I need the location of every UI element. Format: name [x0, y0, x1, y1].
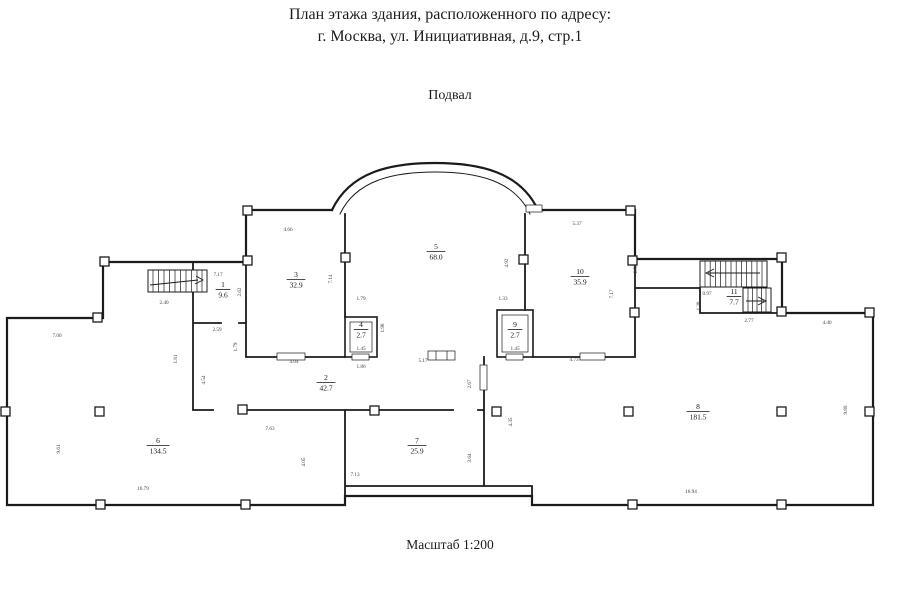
- room-label-text: 3: [294, 270, 298, 279]
- dimension-text: 9.80: [843, 405, 849, 415]
- outer-walls-layer: [7, 163, 873, 505]
- column: [628, 256, 637, 265]
- plan-title-line2: г. Москва, ул. Инициативная, д.9, стр.1: [317, 28, 583, 45]
- room8-entry-sill: [480, 365, 487, 390]
- arch-inner: [340, 172, 530, 214]
- room-label-text: 4: [359, 320, 363, 329]
- dimension-text: 5.37: [572, 221, 582, 227]
- dimension-text: 4.05: [301, 457, 307, 467]
- room-label-text: 2.7: [510, 330, 520, 340]
- dimension-text: 0.97: [702, 291, 712, 297]
- dimension-text: 7.13: [350, 472, 360, 478]
- column: [519, 255, 528, 264]
- dimension-text: 1.33: [498, 296, 508, 302]
- room10-door-sill: [580, 353, 605, 360]
- dimension-text: 4.73: [569, 357, 579, 363]
- column: [777, 500, 786, 509]
- room-label-text: 2: [324, 373, 328, 382]
- room-label-text: 7.7: [729, 297, 739, 307]
- room-label-7: [408, 436, 427, 456]
- room-label-5: [427, 242, 446, 262]
- column: [865, 308, 874, 317]
- room-label-text: 7: [415, 436, 419, 445]
- staircase-left-box: [148, 270, 207, 292]
- dimension-text: 16.79: [137, 486, 149, 492]
- dimension-text: 7.00: [52, 333, 62, 339]
- column: [1, 407, 10, 416]
- dimension-text: 7.63: [265, 426, 275, 432]
- staircase-right-lower: [743, 288, 771, 312]
- column: [624, 407, 633, 416]
- room-label-3: [287, 270, 306, 290]
- room-label-text: 6: [156, 436, 160, 445]
- column: [238, 405, 247, 414]
- room-label-text: 181.5: [689, 412, 707, 422]
- column: [100, 257, 109, 266]
- column: [341, 253, 350, 262]
- dimension-text: 4.66: [283, 227, 293, 233]
- room-label-8: [687, 402, 710, 422]
- room-label-text: 68.0: [429, 252, 443, 262]
- dimension-text: 7.17: [609, 289, 615, 299]
- room-label-10: [571, 267, 590, 287]
- room-label-9: [508, 320, 523, 340]
- room9-door-sill: [506, 354, 523, 360]
- column: [243, 256, 252, 265]
- dimension-text: 16.94: [685, 489, 697, 495]
- column: [626, 206, 635, 215]
- scale-label: Масштаб 1:200: [406, 537, 494, 552]
- stairs-layer: [148, 261, 771, 312]
- room-label-text: 25.9: [410, 446, 424, 456]
- column: [243, 206, 252, 215]
- dimension-text: 1.38: [696, 301, 702, 311]
- dimension-text: 4.92: [504, 258, 510, 268]
- column: [370, 406, 379, 415]
- room-label-text: 134.5: [149, 446, 167, 456]
- room5-door-sill: [428, 351, 455, 360]
- dimension-text: 2.40: [159, 300, 169, 306]
- staircase-right-upper: [700, 261, 767, 287]
- column: [777, 307, 786, 316]
- room-label-1: [216, 280, 231, 300]
- column: [628, 500, 637, 509]
- dimension-text: 2.67: [467, 379, 473, 389]
- room-label-2: [317, 373, 336, 393]
- staircase-left: [148, 270, 207, 292]
- column: [241, 500, 250, 509]
- column: [865, 407, 874, 416]
- plan-title-line1: План этажа здания, расположенного по адресу:: [288, 6, 612, 23]
- arch-outer: [332, 163, 538, 210]
- room-label-text: 1: [221, 280, 225, 289]
- column: [93, 313, 102, 322]
- column: [95, 407, 104, 416]
- room-label-text: 9.6: [218, 290, 228, 300]
- room-label-11: [727, 287, 742, 307]
- room-label-6: [147, 436, 170, 456]
- dimension-text: 4.35: [508, 417, 514, 427]
- dimension-text: 2.62: [237, 287, 243, 297]
- dimension-text: 1.79: [233, 342, 239, 352]
- floor-label: Подвал: [428, 88, 472, 103]
- room-label-text: 42.7: [319, 383, 333, 393]
- room-label-text: 5: [434, 242, 438, 251]
- room-label-text: 9: [513, 320, 517, 329]
- dimension-text: 2.77: [744, 318, 754, 324]
- dimension-text: 1.86: [356, 364, 366, 370]
- dimension-text: 1.81: [173, 354, 179, 364]
- room10-window-sill: [526, 205, 542, 212]
- dimension-text: 2.50: [633, 264, 639, 274]
- dimension-text: 2.59: [212, 327, 222, 333]
- dimension-text: 1.45: [510, 346, 520, 352]
- room-label-text: 10: [576, 267, 584, 276]
- dimension-text: 1.98: [380, 323, 386, 333]
- room-label-4: [354, 320, 369, 340]
- dimension-text: 7.14: [328, 274, 334, 284]
- column: [492, 407, 501, 416]
- dimension-text: 4.04: [289, 359, 299, 365]
- dimension-text: 3.64: [467, 453, 473, 463]
- column: [630, 308, 639, 317]
- dimension-text: 1.45: [356, 346, 366, 352]
- column: [777, 407, 786, 416]
- dimension-text: 9.61: [56, 444, 62, 454]
- room-label-text: 2.7: [356, 330, 366, 340]
- dimension-text: 1.79: [356, 296, 366, 302]
- dimension-text: 4.54: [201, 375, 207, 385]
- dimension-text: 5.17: [418, 358, 428, 364]
- dimension-text: 7.17: [213, 272, 223, 278]
- dimension-text: 4.40: [822, 320, 832, 326]
- column: [96, 500, 105, 509]
- sills-layer: [277, 205, 605, 390]
- room-label-text: 11: [730, 287, 738, 296]
- room-label-text: 32.9: [289, 280, 303, 290]
- room4-door-sill: [352, 354, 369, 360]
- room-label-text: 35.9: [573, 277, 587, 287]
- room-label-text: 8: [696, 402, 700, 411]
- column: [777, 253, 786, 262]
